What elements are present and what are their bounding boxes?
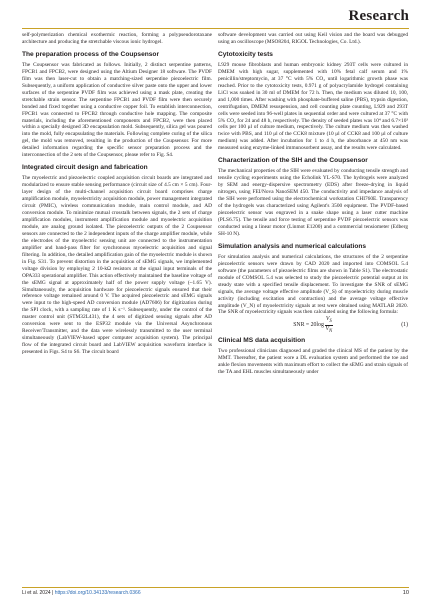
section-heading-cytotoxicity: Cytotoxicity tests bbox=[218, 50, 273, 58]
section-heading-characterization: Characterization of the SIH and the Coupsensor bbox=[218, 157, 368, 165]
header-divider bbox=[22, 28, 409, 29]
circuit-paragraph: The myoelectric and piezoelectric coupled acquisition circuit boards are integrated and modularized to ensure stable sensing performance (circuit size of 4.5 cm × 5 cm). Four-layer design of the multi-channel acquisition circuit board comprises charge amplification module, myoelectricity acquisition module, power management integrated circuit (PMIC), wireless communication module, main control module, and AD conversion module. To minimize mutual crosstalk between signals, the 2 sets of charge amplification modules, instrument amplification module and myoelectric acquisition module, are analog ground isolated. The piezoelectric outputs of the 2 Coupsensor sensors are connected to the 2 independent inputs of the charge amplifier module, while the electrodes of the myoelectric sensing unit are connected to the instrumentation amplifier and band-pass filter for synchronous myoelectric acquisition and signal filtering. In addition, the detailed amplification gain of the myoelectric module is shown in Fig. S31. To prevent distortion in the acquisition of sEMG signals, we implemented voltage division by employing 2 10-kΩ resistors at the signal input terminals of the OPA333 operational amplifier. This action effectively maintained the baseline voltage of the sEMG signal at approximately half of the power supply voltage (~1.65 V). Simultaneously, the acquisition hardware for piezoelectric signals ensured that their reference voltage remained around 0 V. The acquired piezoelectric and sEMG signals were input to the high-speed AD conversion module (AD7606) for digitization during the SPI clock, with a sampling rate of 1 K s⁻¹. Subsequently, under the control of the master control unit (STM32L431), the 4 sets of digitized sensing signals after AD conversion were sent to the ESP32 module via the Universal Asynchronous Receiver/Transmitter, and the data were wirelessly transmitted to the user terminal simultaneously (LabVIEW-based upper computer acquisition system). The principal flow of the integrated circuit board and LabVIEW acquisition waveform interface is presented in Figs. S4 to S6. The circuit board bbox=[22, 175, 212, 356]
page-number: 10 bbox=[402, 590, 409, 596]
journal-title: Research bbox=[348, 8, 409, 24]
software-paragraph: software development was carried out using Keil vision and the board was debugged using an oscilloscope (MSO8204, RIGOL Technologies, Co. Ltd.). bbox=[218, 32, 408, 45]
clinical-ms-paragraph: Two professional clinicians diagnosed and graded the clinical MS of the patient by the MMT. Thereafter, the patient wore a DL evaluation system and performed the toe and ankle flexion movements with maximum effort to collect the sEMG and strain signals of the TA and EHL muscles simultaneously under bbox=[218, 348, 408, 376]
formula-fraction bbox=[325, 316, 333, 335]
characterization-paragraph: The mechanical properties of the SIH were evaluated by conducting tensile strength and tensile cycling experiments using the Echolink YL-S70. The hydrogels were analyzed by SEM and energy-dispersive spectrometry (EDS) after freeze-drying in liquid nitrogen, using FEI/Nova NanoSEM 450. The conductivity and impedance analysis of the SIH were performed using the electrochemical workstation CHI760E. Transparency of the hydrogels was characterized using Agilent's 3500 equipment. The PVDF-based piezoelectric sensor was engraved in a snake shape using a laser cutter machine (PLS6.75). The tensile and force testing of serpentine PVDF piezoelectric sensors was conducted using a linear motor (Linmot E1200) and a commercial tensiometer (Edberg SH-10 N). bbox=[218, 168, 408, 237]
intro-paragraph: self-polymerization chemical exothermic reaction, forming a polypseudorotaxane architecture and producing the stretchable viscous ionic hydrogel. bbox=[22, 32, 212, 45]
cytotoxicity-paragraph: L929 mouse fibroblasts and human embryonic kidney 293T cells were cultured in DMEM with high sugar, supplemented with 10% fetal calf serum and 1% penicillin/streptomycin, at 37 °C with 5% CO₂ until logarithmic growth phase was reached. Prior to the cytotoxicity tests, 0.971 g of polyacrylamide hydrogel containing LiCl was soaked in 30 ml of DMEM for 72 h. Then, the medium was diluted 10, 100, and 1,000 times. After washing with phosphate-buffered saline (PBS), trypsin digestion, centrifugation, DMEM resuspension, and cell counting plate counting, L929 and 293T cells were seeded into 96-well plates in sequential order and were cultured at 37 °C with 5% CO₂ for 24 and 48 h, respectively. The density of seeded plates was 10⁴ and 6.7×10³ cells per 100 μl of culture medium, respectively. The culture medium was then washed twice with PBS, and 110 μl of the CCK8 mixture (10 μl of CCK8 and 100 μl of culture medium) was added. After incubation for 1 to 4 h, the absorbance at 450 nm was measured using enzyme-linked immunosorbent assay, and the results were calculated. bbox=[218, 61, 408, 152]
equation-number: (1) bbox=[401, 321, 408, 328]
section-heading-simulation: Simulation analysis and numerical calculations bbox=[218, 242, 367, 250]
section-heading-preparation: The preparation process of the Coupsensor bbox=[22, 50, 160, 58]
footer-citation bbox=[22, 590, 141, 596]
footer-divider bbox=[22, 587, 409, 588]
formula-lhs: SNR = 20log bbox=[293, 321, 324, 328]
formula-denominator: $V_N$ bbox=[325, 325, 333, 335]
section-heading-clinical-ms: Clinical MS data acquisition bbox=[218, 337, 306, 345]
right-column bbox=[218, 32, 408, 376]
simulation-paragraph: For simulation analysis and numerical calculations, the structures of the 2 serpentine piezoelectric sensors were drawn by CAD 2020 and imported into COMSOL 5.4 software (the parameters of piezoelectric films are shown in Table S1). The electrostatic module of COMSOL 5.4 was selected to study the piezoelectric potential output at its steady state with a specified tensile displacement. To investigate the SNR of sEMG signals, the average voltage effective amplitude (V_S) of myoelectricity during muscle activity (including excitation and contraction) and the average voltage effective amplitude (V_N) of myoelectricity signals at rest were obtained using MATLAB 2020. The SNR of myoelectricity signals was then calculated using the following formula: bbox=[218, 253, 408, 316]
snr-formula bbox=[218, 315, 408, 335]
section-heading-circuit: Integrated circuit design and fabrication bbox=[22, 164, 148, 172]
left-column bbox=[22, 32, 212, 356]
preparation-paragraph: The Coupsensor was fabricated as follows. Initially, 2 distinct serpentine patterns, FPCB1 and FPCB2, were designed using the Altium Designer 18 software. The PVDF film was then laser-cut to obtain a matching-sized serpentine piezoelectric film. Subsequently, a uniform application of conductive silver paste onto the upper and lower surfaces of the serpentine PVDF film was achieved using a mask plate, creating the stretchable strain sensor. The serpentine FPCB1 and PVDF film were then securely bonded and fixed together using a conductive copper foil. To establish interconnection, FPCB1 was connected to FPCB2 through conductive hole mapping. The composite materials, including the aforementioned components and FPCB2, were then placed within a specially designed 3D encapsulation mold. Subsequently, silica gel was poured into the mold, fully encapsulating the materials. Following complete curing of the silica gel, the mold was removed, resulting in the production of the Coupsensor. For more detailed information regarding the specific sensor preparation process and the interconnection of the 2 sets of the Coupsensor, please refer to Fig. S4. bbox=[22, 61, 212, 159]
formula-numerator: $V_S$ bbox=[325, 315, 332, 324]
citation-prefix: Li et al. 2024 | bbox=[22, 590, 55, 596]
doi-link[interactable]: https://doi.org/10.34133/research.0366 bbox=[54, 590, 141, 596]
